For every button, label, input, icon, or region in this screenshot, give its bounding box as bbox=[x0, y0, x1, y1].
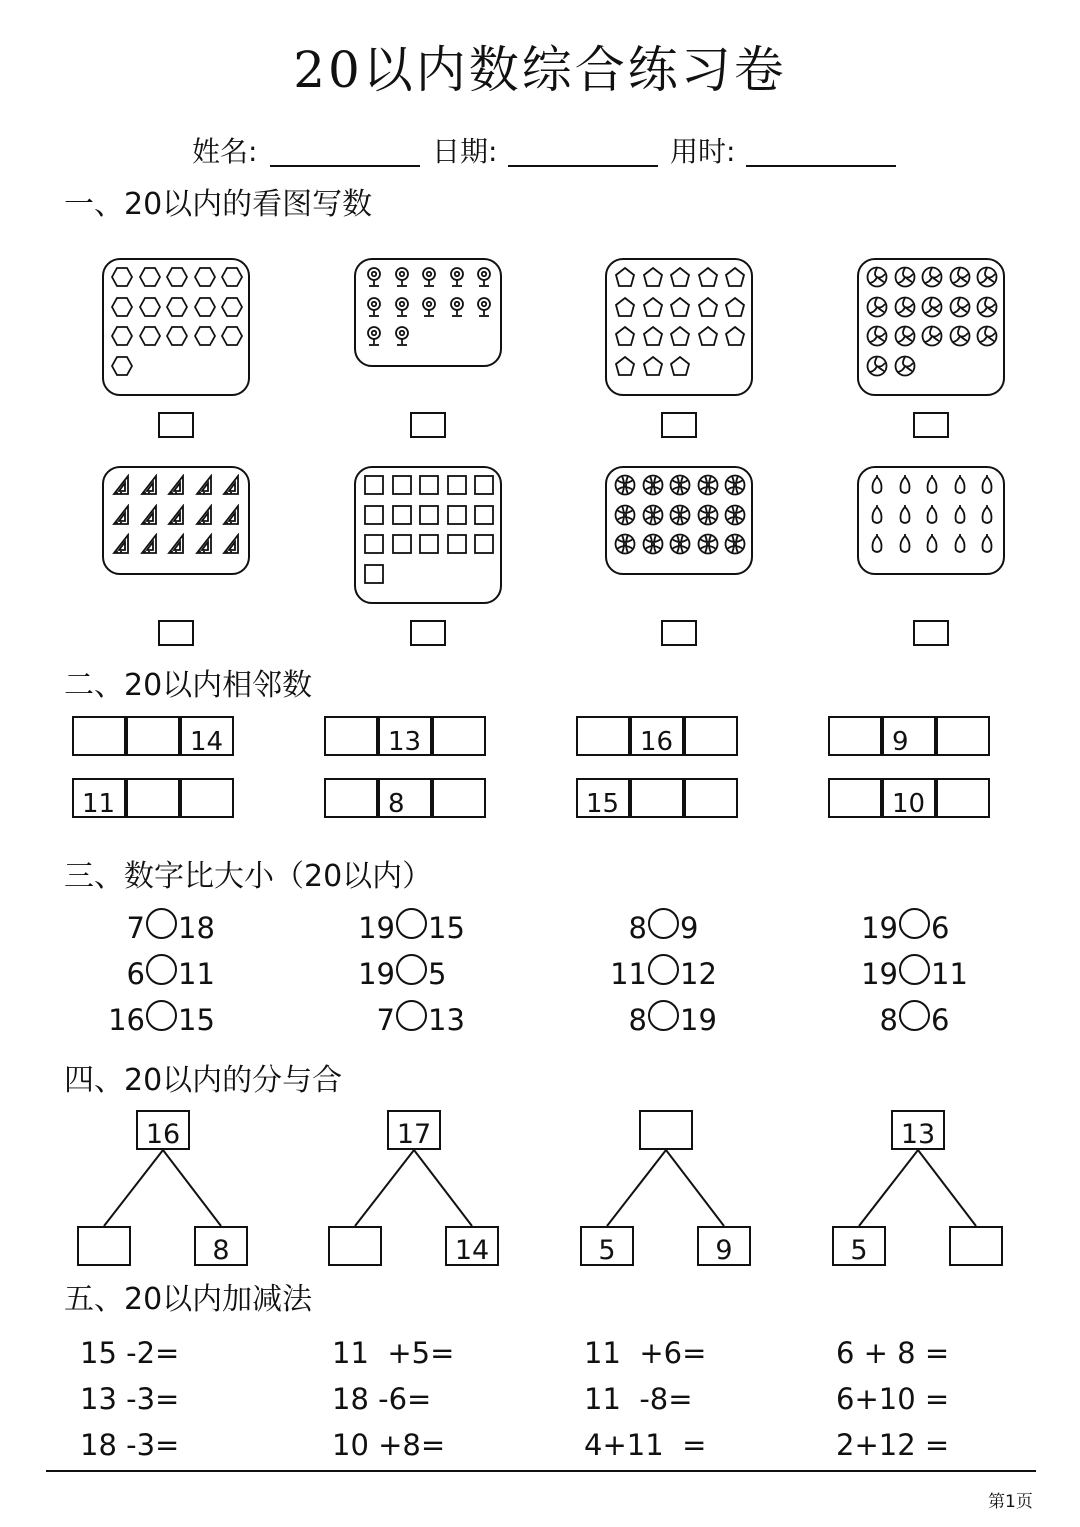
volleyball-icon bbox=[866, 296, 888, 318]
basketball-icon bbox=[724, 533, 746, 555]
balloon-icon bbox=[363, 325, 385, 347]
lemon-icon bbox=[866, 504, 888, 526]
decompose-left-box: 5 bbox=[832, 1226, 886, 1266]
name-field[interactable] bbox=[270, 165, 420, 167]
compare-circle[interactable] bbox=[648, 908, 679, 939]
basketball-icon bbox=[724, 474, 746, 496]
hexagon-icon bbox=[139, 266, 161, 288]
count-answer-box[interactable] bbox=[158, 620, 194, 646]
compare-item bbox=[767, 1000, 1067, 1040]
square-icon bbox=[418, 504, 440, 526]
compare-left-number: 19 bbox=[861, 911, 898, 945]
neighbor-cell: 16 bbox=[630, 716, 684, 756]
basketball-icon bbox=[614, 474, 636, 496]
hexagon-icon bbox=[166, 266, 188, 288]
compare-right-number: 15 bbox=[428, 911, 465, 945]
balloon-icon bbox=[391, 266, 413, 288]
decompose-right-box[interactable] bbox=[949, 1226, 1003, 1266]
pentagon-icon bbox=[642, 266, 664, 288]
equation: 11 +5= bbox=[332, 1336, 455, 1370]
pentagon-icon bbox=[724, 266, 746, 288]
square-icon bbox=[473, 474, 495, 496]
lemon-icon bbox=[921, 504, 943, 526]
hexagon-icon bbox=[194, 296, 216, 318]
count-answer-box[interactable] bbox=[410, 620, 446, 646]
neighbor-cell[interactable] bbox=[576, 716, 630, 756]
basketball-icon bbox=[697, 474, 719, 496]
square-icon bbox=[363, 474, 385, 496]
picture-box bbox=[354, 466, 502, 604]
hexagon-icon bbox=[221, 266, 243, 288]
compare-left-number: 19 bbox=[358, 957, 395, 991]
lemon-icon bbox=[949, 474, 971, 496]
basketball-icon bbox=[614, 504, 636, 526]
compare-circle[interactable] bbox=[396, 908, 427, 939]
picture-box bbox=[605, 466, 753, 575]
section-1-heading: 一、20以内的看图写数 bbox=[64, 187, 373, 222]
square-icon bbox=[446, 474, 468, 496]
hexagon-icon bbox=[194, 325, 216, 347]
pentagon-icon bbox=[614, 325, 636, 347]
volleyball-icon bbox=[949, 296, 971, 318]
hexagon-icon bbox=[194, 266, 216, 288]
triangle-ruler-icon bbox=[139, 504, 161, 526]
neighbor-cell[interactable] bbox=[126, 778, 180, 818]
volleyball-icon bbox=[976, 325, 998, 347]
compare-right-number: 9 bbox=[680, 911, 699, 945]
triangle-ruler-icon bbox=[111, 533, 133, 555]
neighbor-cell[interactable] bbox=[72, 716, 126, 756]
basketball-icon bbox=[614, 533, 636, 555]
neighbor-cell[interactable] bbox=[324, 716, 378, 756]
lemon-icon bbox=[976, 474, 998, 496]
pentagon-icon bbox=[669, 325, 691, 347]
equation: 2+12 = bbox=[836, 1428, 950, 1462]
neighbor-cell: 13 bbox=[378, 716, 432, 756]
compare-circle[interactable] bbox=[899, 954, 930, 985]
equation: 10 +8= bbox=[332, 1428, 446, 1462]
lemon-icon bbox=[894, 504, 916, 526]
basketball-icon bbox=[697, 533, 719, 555]
hexagon-icon bbox=[111, 296, 133, 318]
triangle-ruler-icon bbox=[166, 504, 188, 526]
triangle-ruler-icon bbox=[194, 533, 216, 555]
triangle-ruler-icon bbox=[139, 474, 161, 496]
triangle-ruler-icon bbox=[221, 474, 243, 496]
lemon-icon bbox=[894, 533, 916, 555]
square-icon bbox=[473, 504, 495, 526]
decompose-left-box[interactable] bbox=[77, 1226, 131, 1266]
compare-left-number: 7 bbox=[376, 1003, 395, 1037]
neighbor-cell[interactable] bbox=[630, 778, 684, 818]
compare-left-number: 19 bbox=[358, 911, 395, 945]
compare-right-number: 5 bbox=[428, 957, 447, 991]
neighbor-cell: 14 bbox=[180, 716, 234, 756]
count-answer-box[interactable] bbox=[158, 412, 194, 438]
square-icon bbox=[391, 533, 413, 555]
compare-circle[interactable] bbox=[396, 954, 427, 985]
pentagon-icon bbox=[724, 296, 746, 318]
triangle-ruler-icon bbox=[111, 474, 133, 496]
volleyball-icon bbox=[866, 325, 888, 347]
basketball-icon bbox=[642, 504, 664, 526]
square-icon bbox=[418, 474, 440, 496]
compare-circle[interactable] bbox=[648, 1000, 679, 1031]
compare-right-number: 6 bbox=[931, 1003, 950, 1037]
neighbor-cell[interactable] bbox=[684, 778, 738, 818]
basketball-icon bbox=[697, 504, 719, 526]
lemon-icon bbox=[866, 474, 888, 496]
count-answer-box[interactable] bbox=[913, 620, 949, 646]
balloon-icon bbox=[473, 296, 495, 318]
lemon-icon bbox=[894, 474, 916, 496]
equation: 18 -3= bbox=[80, 1428, 180, 1462]
balloon-icon bbox=[446, 296, 468, 318]
compare-left-number: 7 bbox=[126, 911, 145, 945]
square-icon bbox=[363, 563, 385, 585]
neighbor-cell[interactable] bbox=[180, 778, 234, 818]
pentagon-icon bbox=[642, 296, 664, 318]
count-answer-box[interactable] bbox=[913, 412, 949, 438]
balloon-icon bbox=[363, 296, 385, 318]
pentagon-icon bbox=[669, 296, 691, 318]
lemon-icon bbox=[949, 533, 971, 555]
volleyball-icon bbox=[921, 296, 943, 318]
neighbor-cell: 10 bbox=[882, 778, 936, 818]
volleyball-icon bbox=[894, 296, 916, 318]
neighbor-cell: 8 bbox=[378, 778, 432, 818]
compare-right-number: 13 bbox=[428, 1003, 465, 1037]
square-icon bbox=[391, 504, 413, 526]
equation: 11 +6= bbox=[584, 1336, 707, 1370]
section-2-heading: 二、20以内相邻数 bbox=[64, 668, 313, 703]
pentagon-icon bbox=[724, 325, 746, 347]
compare-right-number: 11 bbox=[178, 957, 215, 991]
pentagon-icon bbox=[697, 266, 719, 288]
triangle-ruler-icon bbox=[194, 474, 216, 496]
page-title: 20以内数综合练习卷 bbox=[293, 41, 787, 99]
balloon-icon bbox=[391, 296, 413, 318]
lemon-icon bbox=[949, 504, 971, 526]
balloon-icon bbox=[446, 266, 468, 288]
hexagon-icon bbox=[221, 296, 243, 318]
square-icon bbox=[391, 474, 413, 496]
compare-right-number: 6 bbox=[931, 911, 950, 945]
neighbor-cell[interactable] bbox=[828, 716, 882, 756]
compare-left-number: 6 bbox=[126, 957, 145, 991]
neighbor-cell: 15 bbox=[576, 778, 630, 818]
hexagon-icon bbox=[139, 296, 161, 318]
volleyball-icon bbox=[949, 266, 971, 288]
neighbor-cell[interactable] bbox=[432, 778, 486, 818]
triangle-ruler-icon bbox=[111, 504, 133, 526]
picture-box bbox=[857, 466, 1005, 575]
basketball-icon bbox=[724, 504, 746, 526]
lemon-icon bbox=[921, 533, 943, 555]
basketball-icon bbox=[669, 533, 691, 555]
basketball-icon bbox=[669, 474, 691, 496]
pentagon-icon bbox=[614, 296, 636, 318]
lemon-icon bbox=[976, 533, 998, 555]
volleyball-icon bbox=[921, 266, 943, 288]
neighbor-cell[interactable] bbox=[324, 778, 378, 818]
pentagon-icon bbox=[614, 355, 636, 377]
neighbor-cell[interactable] bbox=[432, 716, 486, 756]
picture-box bbox=[857, 258, 1005, 396]
compare-left-number: 8 bbox=[879, 1003, 898, 1037]
triangle-ruler-icon bbox=[221, 533, 243, 555]
compare-right-number: 12 bbox=[680, 957, 717, 991]
decompose-left-box[interactable] bbox=[328, 1226, 382, 1266]
equation: 6 + 8 = bbox=[836, 1336, 950, 1370]
decompose-right-box: 8 bbox=[194, 1226, 248, 1266]
basketball-icon bbox=[669, 504, 691, 526]
square-icon bbox=[446, 504, 468, 526]
volleyball-icon bbox=[866, 266, 888, 288]
decompose-top-box: 16 bbox=[136, 1110, 190, 1150]
volleyball-icon bbox=[866, 355, 888, 377]
compare-circle[interactable] bbox=[146, 954, 177, 985]
decompose-right-box: 14 bbox=[445, 1226, 499, 1266]
time-field[interactable] bbox=[746, 165, 896, 167]
compare-right-number: 18 bbox=[178, 911, 215, 945]
volleyball-icon bbox=[976, 296, 998, 318]
volleyball-icon bbox=[894, 355, 916, 377]
compare-circle[interactable] bbox=[899, 1000, 930, 1031]
hexagon-icon bbox=[111, 266, 133, 288]
triangle-ruler-icon bbox=[221, 504, 243, 526]
compare-right-number: 15 bbox=[178, 1003, 215, 1037]
basketball-icon bbox=[642, 533, 664, 555]
decompose-top-box: 17 bbox=[387, 1110, 441, 1150]
triangle-ruler-icon bbox=[166, 533, 188, 555]
basketball-icon bbox=[642, 474, 664, 496]
pentagon-icon bbox=[669, 266, 691, 288]
triangle-ruler-icon bbox=[139, 533, 161, 555]
compare-right-number: 19 bbox=[680, 1003, 717, 1037]
compare-right-number: 11 bbox=[931, 957, 968, 991]
lemon-icon bbox=[866, 533, 888, 555]
triangle-ruler-icon bbox=[166, 474, 188, 496]
hexagon-icon bbox=[139, 325, 161, 347]
square-icon bbox=[473, 533, 495, 555]
date-label: 日期: bbox=[432, 135, 498, 168]
hexagon-icon bbox=[221, 325, 243, 347]
equation: 15 -2= bbox=[80, 1336, 180, 1370]
neighbor-cell[interactable] bbox=[126, 716, 180, 756]
date-field[interactable] bbox=[508, 165, 658, 167]
picture-box bbox=[354, 258, 502, 367]
hexagon-icon bbox=[111, 325, 133, 347]
page-number: 第1页 bbox=[988, 1492, 1033, 1512]
pentagon-icon bbox=[669, 355, 691, 377]
equation: 18 -6= bbox=[332, 1382, 432, 1416]
pentagon-icon bbox=[614, 266, 636, 288]
compare-item bbox=[767, 954, 1067, 994]
time-label: 用时: bbox=[670, 135, 736, 168]
volleyball-icon bbox=[921, 325, 943, 347]
compare-left-number: 8 bbox=[628, 911, 647, 945]
picture-box bbox=[102, 258, 250, 396]
volleyball-icon bbox=[976, 266, 998, 288]
compare-circle[interactable] bbox=[396, 1000, 427, 1031]
neighbor-cell[interactable] bbox=[936, 716, 990, 756]
decompose-top-box[interactable] bbox=[639, 1110, 693, 1150]
square-icon bbox=[363, 504, 385, 526]
compare-item bbox=[767, 908, 1067, 948]
volleyball-icon bbox=[894, 325, 916, 347]
hexagon-icon bbox=[166, 325, 188, 347]
balloon-icon bbox=[363, 266, 385, 288]
section-4-heading: 四、20以内的分与合 bbox=[64, 1063, 343, 1098]
lemon-icon bbox=[921, 474, 943, 496]
lemon-icon bbox=[976, 504, 998, 526]
decompose-left-box: 5 bbox=[580, 1226, 634, 1266]
neighbor-cell[interactable] bbox=[828, 778, 882, 818]
count-answer-box[interactable] bbox=[661, 412, 697, 438]
compare-circle[interactable] bbox=[648, 954, 679, 985]
equation: 11 -8= bbox=[584, 1382, 693, 1416]
neighbor-cell: 11 bbox=[72, 778, 126, 818]
footer-divider bbox=[46, 1470, 1036, 1472]
picture-box bbox=[605, 258, 753, 396]
neighbor-cell: 9 bbox=[882, 716, 936, 756]
compare-circle[interactable] bbox=[146, 908, 177, 939]
compare-left-number: 8 bbox=[628, 1003, 647, 1037]
hexagon-icon bbox=[166, 296, 188, 318]
square-icon bbox=[418, 533, 440, 555]
triangle-ruler-icon bbox=[194, 504, 216, 526]
pentagon-icon bbox=[697, 325, 719, 347]
hexagon-icon bbox=[111, 355, 133, 377]
compare-circle[interactable] bbox=[146, 1000, 177, 1031]
section-5-heading: 五、20以内加减法 bbox=[64, 1282, 313, 1317]
compare-left-number: 19 bbox=[861, 957, 898, 991]
pentagon-icon bbox=[642, 325, 664, 347]
decompose-lines bbox=[0, 1150, 1080, 1230]
equation: 4+11 = bbox=[584, 1428, 707, 1462]
picture-box bbox=[102, 466, 250, 575]
compare-left-number: 16 bbox=[108, 1003, 145, 1037]
compare-circle[interactable] bbox=[899, 908, 930, 939]
pentagon-icon bbox=[642, 355, 664, 377]
pentagon-icon bbox=[697, 296, 719, 318]
decompose-right-box: 9 bbox=[697, 1226, 751, 1266]
balloon-icon bbox=[473, 266, 495, 288]
neighbor-cell[interactable] bbox=[936, 778, 990, 818]
count-answer-box[interactable] bbox=[661, 620, 697, 646]
square-icon bbox=[363, 533, 385, 555]
volleyball-icon bbox=[949, 325, 971, 347]
section-3-heading: 三、数字比大小（20以内） bbox=[64, 859, 433, 894]
count-answer-box[interactable] bbox=[410, 412, 446, 438]
name-label: 姓名: bbox=[192, 135, 258, 168]
volleyball-icon bbox=[894, 266, 916, 288]
compare-left-number: 11 bbox=[610, 957, 647, 991]
balloon-icon bbox=[418, 296, 440, 318]
square-icon bbox=[446, 533, 468, 555]
decompose-top-box: 13 bbox=[891, 1110, 945, 1150]
balloon-icon bbox=[418, 266, 440, 288]
equation: 13 -3= bbox=[80, 1382, 180, 1416]
balloon-icon bbox=[391, 325, 413, 347]
neighbor-cell[interactable] bbox=[684, 716, 738, 756]
equation: 6+10 = bbox=[836, 1382, 950, 1416]
